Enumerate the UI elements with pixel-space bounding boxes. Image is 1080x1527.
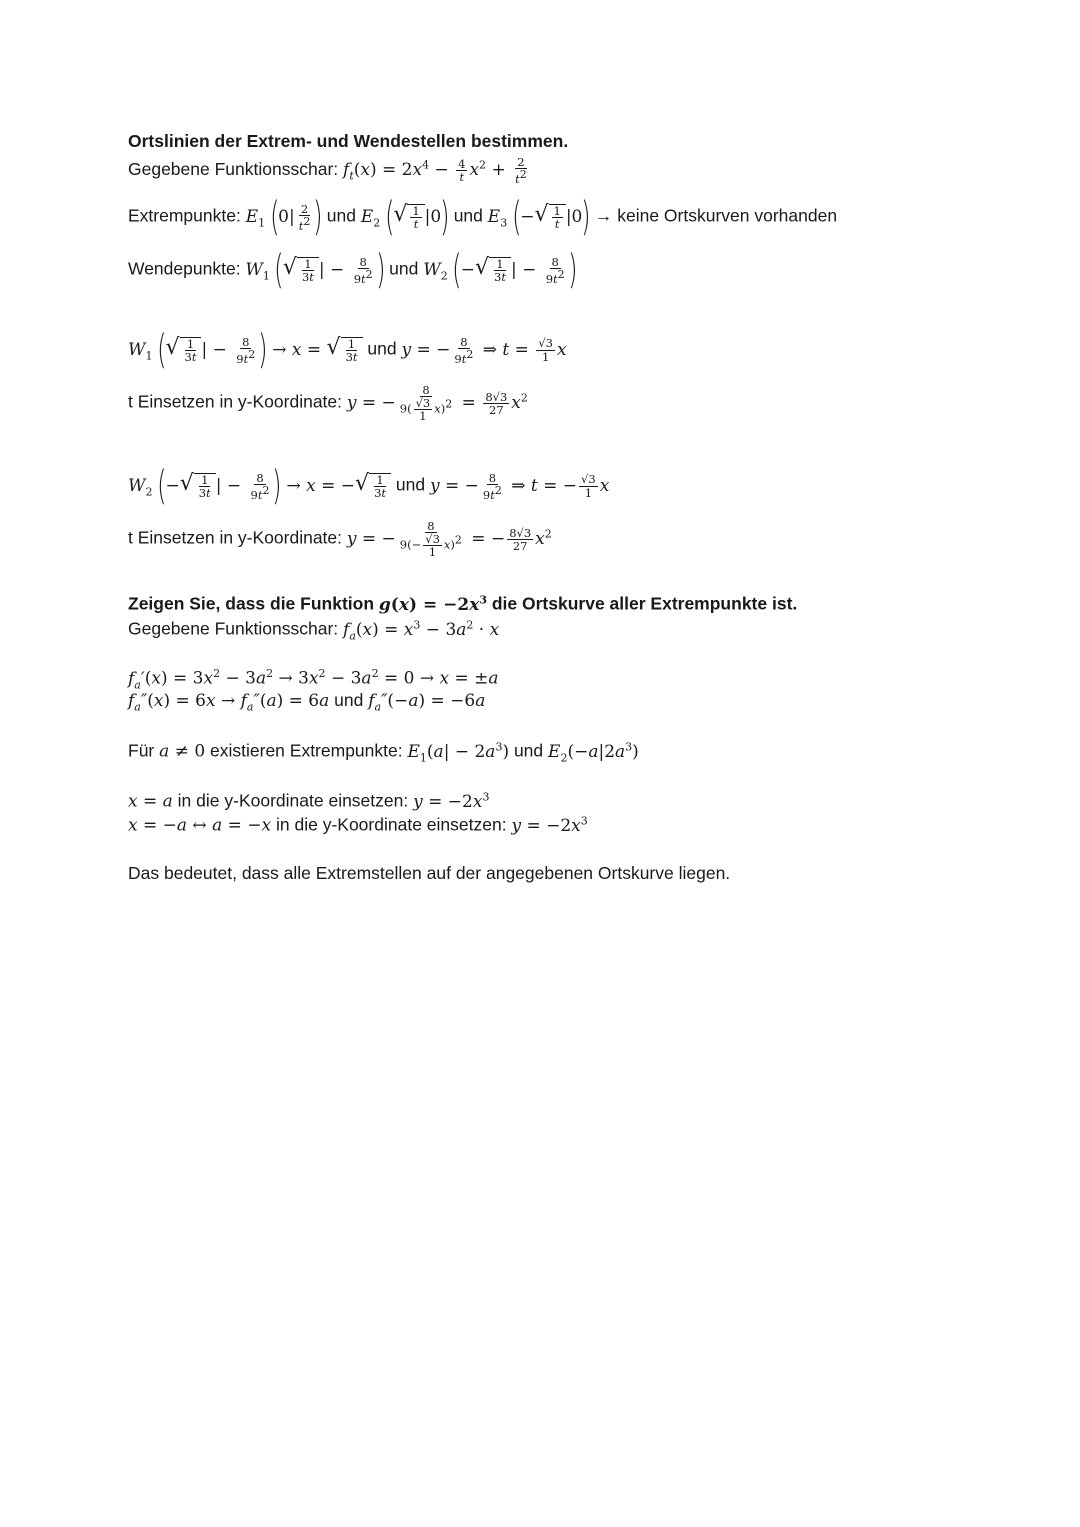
wende-line	[128, 247, 578, 293]
given-label-2: Gegebene Funktionsschar:	[128, 618, 339, 639]
formula-W1: $W_1$ ( √ $\frac{1}{3t}$ | − $\frac{8}{9t^2}$ )	[245, 247, 386, 293]
w1-derivation	[128, 327, 567, 373]
derivative-2	[128, 692, 485, 712]
existieren-line	[128, 741, 639, 763]
formula-y-b: $y = -2x^3$	[511, 814, 588, 836]
und-3: und	[389, 258, 419, 279]
extrem-label: Extrempunkte:	[128, 205, 241, 226]
w2-einsetzen	[128, 520, 552, 558]
formula-E1-a: $E_1(a| - 2a^3)$	[407, 740, 510, 765]
w2-derivation	[128, 463, 610, 509]
wende-label: Wendepunkte:	[128, 258, 241, 279]
formula-W2-x: $W_2$ (− √ $\frac{1}{3t}$ | − $\frac{8}{9t^2}$ ) → x = − √ $\frac{1}{3t}$	[128, 476, 391, 496]
formula-W1-y: y = − $\frac{8}{9t^2}$ ⇒ t = $\frac{√3}{1}$ x	[401, 334, 567, 366]
section-title-ortslinien: Ortslinien der Extrem- und Wendestellen bestimmen.	[128, 131, 569, 151]
w1-einsetzen	[128, 384, 528, 422]
formula-ft: $f_t(x) = 2x^4$ − $\frac{4}{t}$ $x^2$ + $\frac{2}{t^2}$	[343, 155, 527, 186]
formula-E3: $E_3$ (− √ $\frac{1}{t}$ |0)	[487, 194, 591, 240]
formula-x-minus-a: x = −a ↔ a = −x	[128, 815, 272, 836]
zeigen-b: die Ortskurve aller Extrempunkte ist.	[491, 593, 798, 614]
formula-E2: $E_2$ ( √ $\frac{1}{t}$ |0)	[360, 194, 450, 240]
keine-ortskurven: → keine Ortskurven vorhanden	[594, 205, 838, 226]
zeigen-a: Zeigen Sie, dass die Funktion	[128, 593, 375, 614]
und-1: und	[326, 205, 356, 226]
formula-x-a: x = a	[128, 791, 173, 812]
einsetzen-a	[128, 791, 489, 811]
formula-f2b: $f_a''(-a) = -6a$	[368, 691, 486, 714]
section-title-zeigen	[128, 594, 797, 614]
in-y-label-b: in die y-Koordinate einsetzen:	[276, 814, 507, 835]
given-function-line	[128, 156, 531, 185]
extrem-line	[128, 194, 838, 240]
formula-g: $g(x) = -2x^3$	[378, 593, 487, 615]
in-y-label-a: in die y-Koordinate einsetzen:	[177, 790, 409, 811]
existieren-label: existieren Extrempunkte:	[210, 740, 403, 761]
formula-a-ne-0: a ≠ 0	[159, 741, 206, 762]
und-y-1: und	[367, 338, 397, 359]
formula-W1-result: y = − 8 9( $\frac{√3}{1}$ x)$^2$ = $\frac{8√3}{27}$ $x^2$	[346, 383, 528, 424]
formula-fa: $f_a(x) = x^3 - 3a^2 \cdot x$	[343, 618, 500, 643]
formula-W1-x: $W_1$ ( √ $\frac{1}{3t}$ | − $\frac{8}{9t^2}$ ) → x = √ $\frac{1}{3t}$	[128, 340, 363, 360]
einsetzen-label-2: t Einsetzen in y-Koordinate:	[128, 527, 343, 548]
derivative-1: $f_a'(x) = 3x^2 - 3a^2 \to 3x^2 - 3a^2 = 0 \to x = \pm a$	[128, 667, 499, 692]
einsetzen-minus-a	[128, 815, 588, 835]
formula-W2-result: y = − 8 9(− $\frac{√3}{1}$ x)$^2$ = − $\frac{8√3}{27}$ $x^2$	[346, 519, 552, 560]
given-fa-line	[128, 619, 499, 641]
formula-E1: $E_1$ (0| $\frac{2}{t^2}$ )	[245, 194, 323, 240]
einsetzen-label-1: t Einsetzen in y-Koordinate:	[128, 391, 343, 412]
und-y-2: und	[395, 474, 426, 495]
given-label: Gegebene Funktionsschar:	[128, 158, 339, 179]
formula-W2-y: y = − $\frac{8}{9t^2}$ ⇒ t = − $\frac{√3}{1}$ x	[429, 470, 610, 502]
formula-y-a: $y = -2x^3$	[413, 790, 490, 812]
formula-E2-a: $E_2(-a|2a^3)$	[548, 740, 639, 765]
und-4: und	[334, 690, 364, 710]
conclusion: Das bedeutet, dass alle Extremstellen auf der angegebenen Ortskurve liegen.	[128, 863, 731, 883]
und-2: und	[453, 205, 483, 226]
formula-f2: $f_a''(x) = 6x \to f_a''(a) = 6a$	[128, 691, 330, 714]
fuer-label: Für	[128, 740, 155, 761]
und-5: und	[513, 740, 544, 761]
formula-W2: $W_2$ (− √ $\frac{1}{3t}$ | − $\frac{8}{9t^2}$ )	[423, 247, 578, 293]
